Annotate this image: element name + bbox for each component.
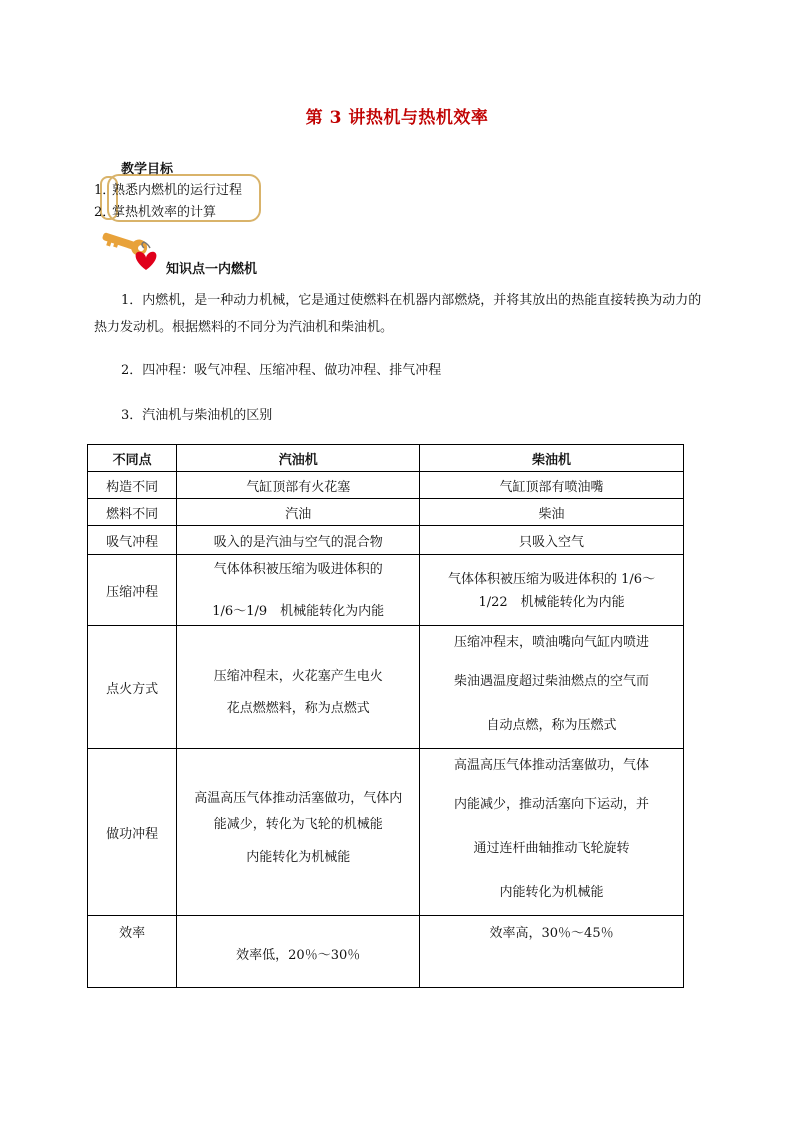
cell-line: 高温高压气体推动活塞做功，气体: [454, 758, 650, 773]
goal-item: [94, 201, 216, 220]
cell-line: 内能转化为机械能: [499, 885, 604, 900]
row-label: 燃料不同: [88, 499, 177, 526]
cell-line: 气体体积被压缩为吸进体积的 1/6～: [448, 572, 656, 587]
goal-number: 1．: [94, 183, 116, 198]
header-cell: 柴油机: [420, 445, 684, 472]
diesel-cell: 气缸顶部有喷油嘴: [420, 472, 684, 499]
row-label: 效率: [88, 916, 177, 988]
cell-line: 1/6～1/9 机械能转化为内能: [212, 604, 385, 619]
diesel-cell: 只吸入空气: [420, 526, 684, 555]
gasoline-cell: 气缸顶部有火花塞: [177, 472, 420, 499]
cell-line: 效率低，20％～30％: [236, 947, 361, 963]
goal-text: 掌热机效率的计算: [112, 205, 217, 220]
gasoline-cell: 吸入的是汽油与空气的混合物: [177, 526, 420, 555]
comparison-table: [87, 444, 684, 988]
cell-line: 内能转化为机械能: [246, 850, 351, 865]
goals-heading: 教学目标: [121, 162, 174, 177]
table-row: [88, 626, 684, 749]
cell-line: 通过连杆曲轴推动飞轮旋转: [473, 841, 630, 856]
gasoline-cell: [177, 916, 420, 988]
cell-line: 柴油遇温度超过柴油燃点的空气而: [454, 674, 650, 689]
table-row: [88, 472, 684, 499]
gasoline-cell: 汽油: [177, 499, 420, 526]
row-label: 点火方式: [88, 626, 177, 749]
diesel-cell: 效率高，30％～45％: [420, 916, 684, 988]
gasoline-cell: [177, 555, 420, 626]
paragraph-definition: 1．内燃机，是一种动力机械，它是通过使燃料在机器内部燃烧，并将其放出的热能直接转换为动力的热力发动机。根据燃料的不同分为汽油机和柴油机。: [94, 293, 702, 335]
header-cell: 汽油机: [177, 445, 420, 472]
gasoline-cell: [177, 626, 420, 749]
row-label: 构造不同: [88, 472, 177, 499]
cell-line: 自动点燃，称为压燃式: [486, 718, 617, 733]
cell-line: 内能减少，推动活塞向下运动，并: [454, 797, 650, 812]
page-title: 第 3 讲热机与热机效率: [305, 108, 489, 128]
table-row: [88, 526, 684, 555]
cell-line: 压缩冲程末，喷油嘴向气缸内喷进: [454, 635, 650, 650]
table-row: [88, 916, 684, 988]
paragraph-difference: 3．汽油机与柴油机的区别: [121, 408, 273, 423]
table-row: [88, 499, 684, 526]
cell-line: 能减少，转化为飞轮的机械能: [213, 817, 383, 832]
diesel-cell: [420, 626, 684, 749]
diesel-cell: 柴油: [420, 499, 684, 526]
header-cell: 不同点: [88, 445, 177, 472]
section-heading: 知识点一内燃机: [166, 262, 258, 277]
key-heart-icon: [100, 226, 160, 272]
cell-line: 1/22 机械能转化为内能: [478, 595, 625, 610]
goal-item: [94, 179, 242, 198]
row-label: 吸气冲程: [88, 526, 177, 555]
cell-line: 气体体积被压缩为吸进体积的: [213, 562, 383, 577]
table-header-row: [88, 445, 684, 472]
diesel-cell: [420, 749, 684, 916]
cell-line: 花点燃燃料，称为点燃式: [226, 701, 370, 716]
cell-line: 高温高压气体推动活塞做功，气体内: [194, 791, 403, 806]
cell-line: 压缩冲程末，火花塞产生电火: [213, 669, 383, 684]
paragraph-four-strokes: 2．四冲程：吸气冲程、压缩冲程、做功冲程、排气冲程: [121, 363, 442, 378]
table-row: [88, 555, 684, 626]
gasoline-cell: [177, 749, 420, 916]
row-label: 做功冲程: [88, 749, 177, 916]
goal-text: 熟悉内燃机的运行过程: [112, 183, 243, 198]
diesel-cell: [420, 555, 684, 626]
goal-number: 2．: [94, 205, 116, 220]
table-row: [88, 749, 684, 916]
row-label: 压缩冲程: [88, 555, 177, 626]
